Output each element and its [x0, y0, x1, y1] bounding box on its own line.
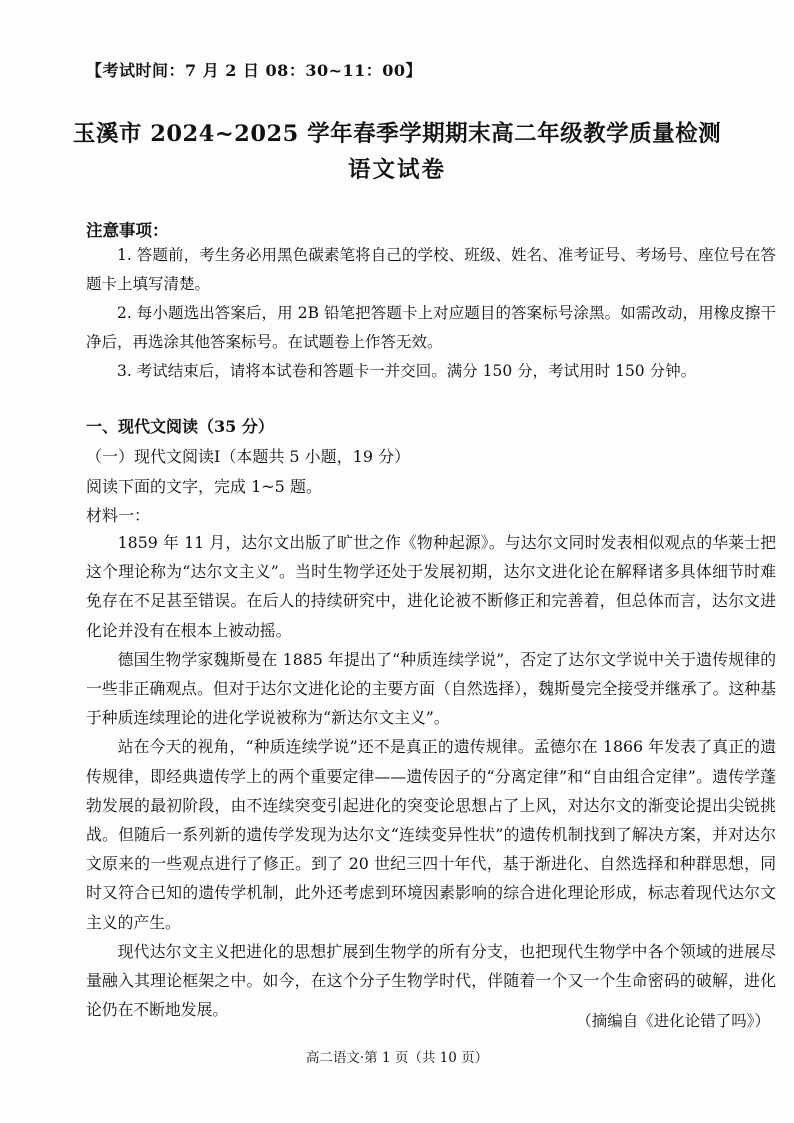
- exam-time: 【考试时间：7 月 2 日 08：30~11：00】: [86, 61, 423, 80]
- notice-item: 3. 考试结束后，请将本试卷和答题卡一并交回。满分 150 分，考试用时 150 分钟。: [117, 362, 697, 380]
- subsection-title: （一）现代文阅读Ⅰ（本题共 5 小题，19 分）: [86, 447, 411, 466]
- notice-list: [86, 241, 776, 386]
- passage-source: （摘编自《进化论错了吗》）: [576, 1012, 770, 1030]
- section-title: 一、现代文阅读（35 分）: [86, 417, 274, 436]
- notice-item: 2. 每小题选出答案后，用 2B 铅笔把答题卡上对应题目的答案标号涂黑。如需改动，用橡皮擦干净后，再选涂其他答案标号。在试题卷上作答无效。: [86, 304, 776, 351]
- passage-paragraph: 站在今天的视角，“种质连续学说”还不是真正的遗传规律。孟德尔在 1866 年发表了真正的遗传规律，即经典遗传学上的两个重要定律——遗传因子的“分离定律”和“自由组合定律”。遗传学蓬勃发展的最初阶段，由不连续突变引起进化的突变论思想占了上风，对达尔文的渐变论提出尖锐挑战。但随后一系列新的遗传学发现为达尔文“连续变异性状”的遗传机制找到了解决方案，并对达尔文原来的一些观点进行了修正。到了 20 世纪三四十年代，基于渐进化、自然选择和种群思想，同时又符合已知的遗传学机制，此外还考虑到环境因素影响的综合进化理论形成，标志着现代达尔文主义的产生。: [86, 737, 776, 932]
- passage-text: [86, 528, 776, 1024]
- passage-paragraph: 现代达尔文主义把进化的思想扩展到生物学的所有分支，也把现代生物学中各个领域的进展尽量融入其理论框架之中。如今，在这个分子生物学时代，伴随着一个又一个生命密码的破解，进化论仍在不断地发展。: [86, 941, 776, 1020]
- page-footer: 高二语文·第 1 页（共 10 页）: [305, 1050, 489, 1066]
- passage-paragraph: 1859 年 11 月，达尔文出版了旷世之作《物种起源》。与达尔文同时发表相似观点的华莱士把这个理论称为“达尔文主义”。当时生物学还处于发展初期，达尔文进化论在解释诸多具体细节时难免存在不足甚至错误。在后人的持续研究中，进化论被不断修正和完善着，但总体而言，达尔文进化论并没有在根本上被动摇。: [86, 533, 776, 640]
- notice-item: 1. 答题前，考生务必用黑色碳素笔将自己的学校、班级、姓名、准考证号、考场号、座位号在答题卡上填写清楚。: [86, 246, 776, 293]
- notice-heading: 注意事项：: [86, 221, 169, 240]
- reading-instruction: 阅读下面的文字，完成 1~5 题。: [86, 477, 322, 496]
- material-label: 材料一：: [86, 506, 151, 525]
- passage-paragraph: 德国生物学家魏斯曼在 1885 年提出了“种质连续学说”，否定了达尔文学说中关于遗传规律的一些非正确观点。但对于达尔文进化论的主要方面（自然选择），魏斯曼完全接受并继承了。这种基于种质连续理论的进化学说被称为“新达尔文主义”。: [86, 649, 776, 728]
- exam-subtitle: 语文试卷: [347, 157, 446, 183]
- exam-title: 玉溪市 2024~2025 学年春季学期期末高二年级教学质量检测: [72, 121, 722, 147]
